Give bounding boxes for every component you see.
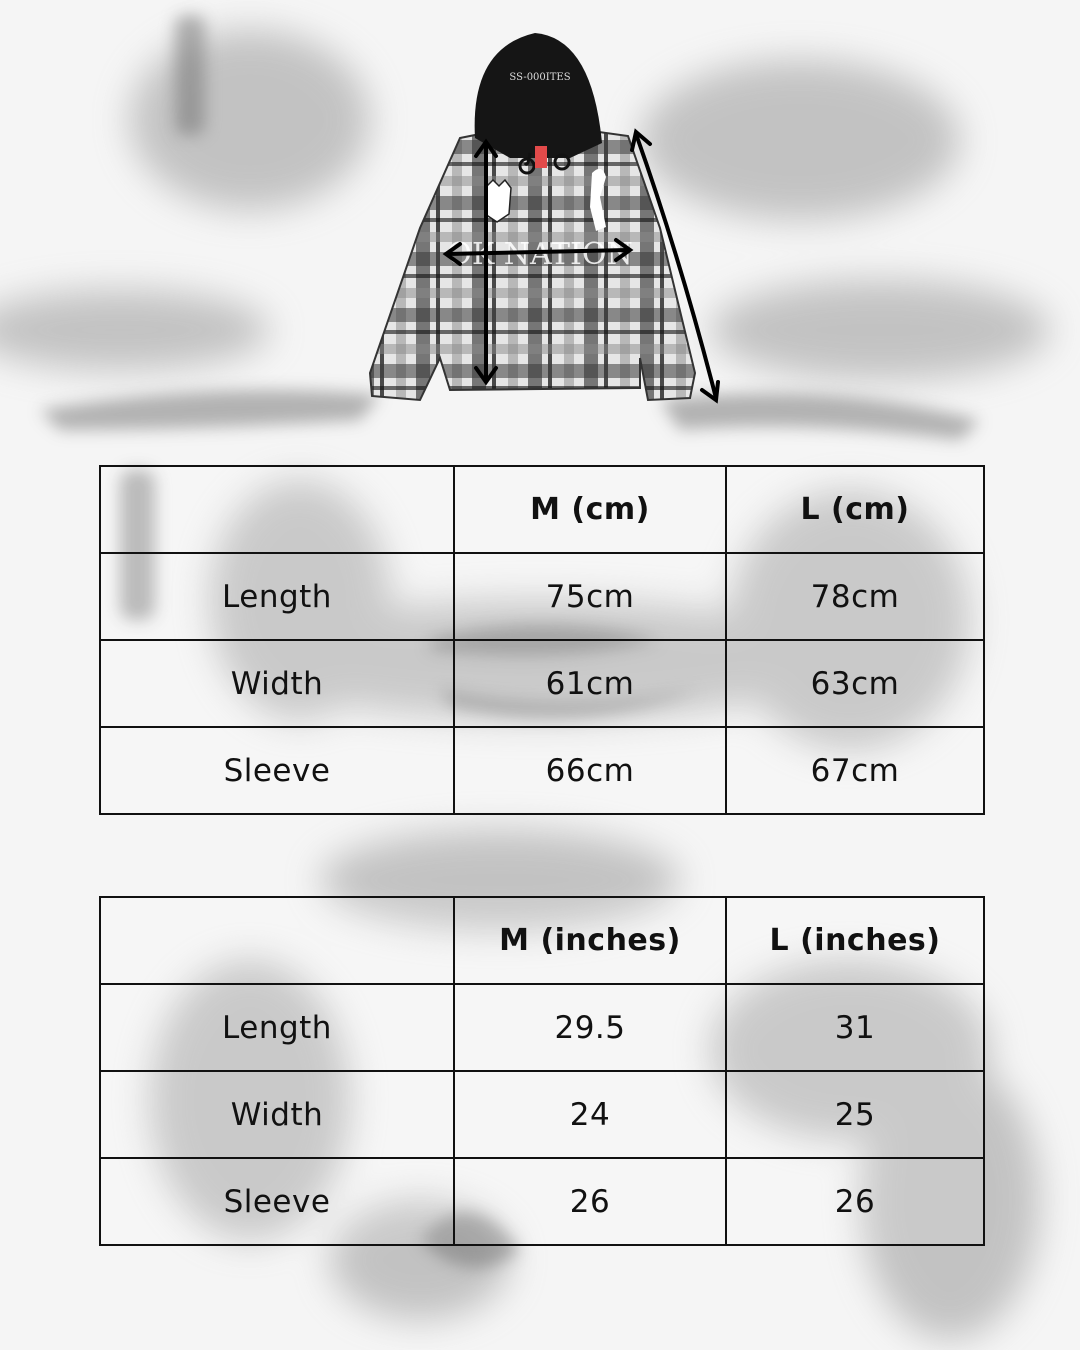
value-m: 29.5: [454, 984, 726, 1071]
row-label: Length: [100, 553, 454, 640]
value-m: 26: [454, 1158, 726, 1245]
row-label: Sleeve: [100, 727, 454, 814]
size-chart-inches: [99, 896, 985, 1246]
table-row: [100, 1071, 984, 1158]
row-label: Sleeve: [100, 1158, 454, 1245]
table-row: [100, 984, 984, 1071]
header-cell-blank: [100, 466, 454, 553]
crown-crest-icon: [485, 180, 511, 222]
value-l: 63cm: [726, 640, 984, 727]
header-cell-l: L (inches): [726, 897, 984, 984]
value-m: 75cm: [454, 553, 726, 640]
header-cell-l: L (cm): [726, 466, 984, 553]
value-l: 26: [726, 1158, 984, 1245]
value-m: 24: [454, 1071, 726, 1158]
plaid-hoodie-icon: [370, 33, 695, 400]
value-l: 78cm: [726, 553, 984, 640]
row-label: Length: [100, 984, 454, 1071]
hoodie-illustration: [360, 28, 720, 410]
value-l: 67cm: [726, 727, 984, 814]
header-cell-m: M (inches): [454, 897, 726, 984]
table-row: [100, 553, 984, 640]
row-label: Width: [100, 640, 454, 727]
table-row: [100, 1158, 984, 1245]
value-m: 61cm: [454, 640, 726, 727]
row-label: Width: [100, 1071, 454, 1158]
header-cell-blank: [100, 897, 454, 984]
table-row: [100, 640, 984, 727]
value-l: 31: [726, 984, 984, 1071]
hood-print-text: SS-000ITES: [509, 72, 571, 83]
table-header-row: [100, 897, 984, 984]
value-m: 66cm: [454, 727, 726, 814]
size-chart-cm: [99, 465, 985, 815]
chest-print-text: OK NATION: [447, 237, 633, 272]
header-cell-m: M (cm): [454, 466, 726, 553]
table-header-row: [100, 466, 984, 553]
value-l: 25: [726, 1071, 984, 1158]
table-row: [100, 727, 984, 814]
